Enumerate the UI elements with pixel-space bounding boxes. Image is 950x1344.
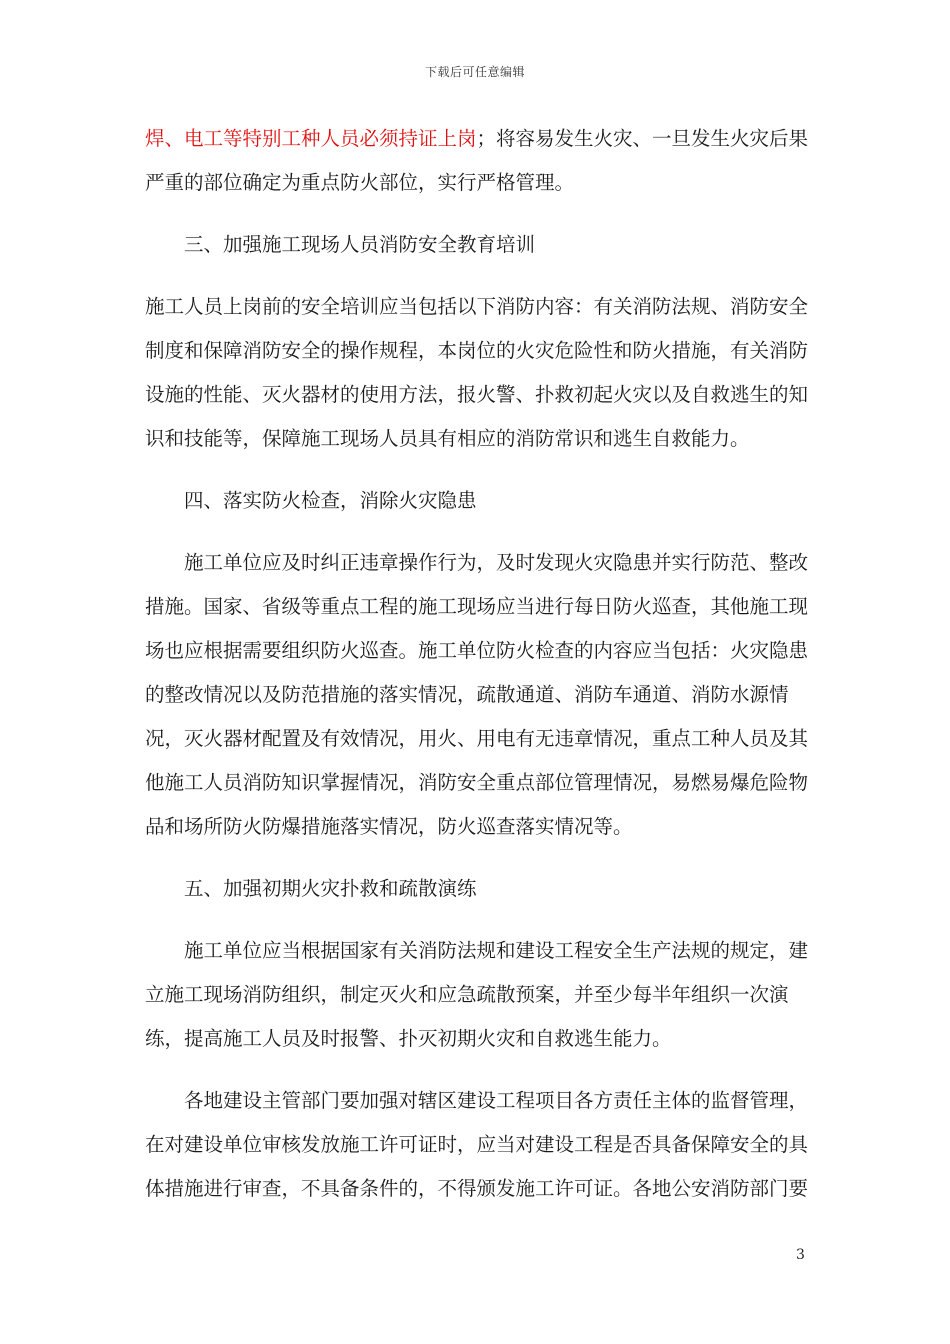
paragraph-drills: 施工单位应当根据国家有关消防法规和建设工程安全生产法规的规定，建立施工现场消防组织，制定灭火和应急疏散预案，并至少每半年组织一次演练，提高施工人员及时报警、扑灭初期火灾和自救逃生能力。	[145, 939, 809, 1050]
page-header-note: 下载后可任意编辑	[424, 65, 525, 79]
paragraph-supervision: 各地建设主管部门要加强对辖区建设工程项目各方责任主体的监督管理，在对建设单位审核发放施工许可证时，应当对建设工程是否具备保障安全的具体措施进行审查，不具备条件的，不得颁发施工许可证。各地公安消防部门要	[145, 1089, 809, 1200]
section-heading-5: 五、加强初期火灾扑救和疏散演练	[184, 877, 477, 900]
section-heading-4: 四、落实防火检查，消除火灾隐患	[184, 489, 477, 512]
section-heading-3: 三、加强施工现场人员消防安全教育培训	[184, 233, 536, 256]
paragraph-text: ；将容易发生火灾、一旦发生火灾后果严重的部位确定为重点防火部位，实行严格管理。	[145, 127, 809, 194]
paragraph-training: 施工人员上岗前的安全培训应当包括以下消防内容：有关消防法规、消防安全制度和保障消防安全的操作规程，本岗位的火灾危险性和防火措施，有关消防设施的性能、灭火器材的使用方法，报火警、扑救初起火灾以及自救逃生的知识和技能等，保障施工现场人员具有相应的消防常识和逃生自救能力。	[145, 295, 809, 450]
paragraph-special-workers	[145, 117, 809, 205]
page-number: 3	[796, 1247, 805, 1263]
document-body	[145, 117, 809, 1211]
paragraph-inspection: 施工单位应及时纠正违章操作行为，及时发现火灾隐患并实行防范、整改措施。国家、省级等重点工程的施工现场应当进行每日防火巡查，其他施工现场也应根据需要组织防火巡查。施工单位防火检查的内容应当包括：火灾隐患的整改情况以及防范措施的落实情况，疏散通道、消防车通道、消防水源情况，灭火器材配置及有效情况，用火、用电有无违章情况，重点工种人员及其他施工人员消防知识掌握情况，消防安全重点部位管理情况，易燃易爆危险物品和场所防火防爆措施落实情况，防火巡查落实情况等。	[145, 551, 809, 838]
highlighted-text: 焊、电工等特别工种人员必须持证上岗	[145, 127, 477, 150]
